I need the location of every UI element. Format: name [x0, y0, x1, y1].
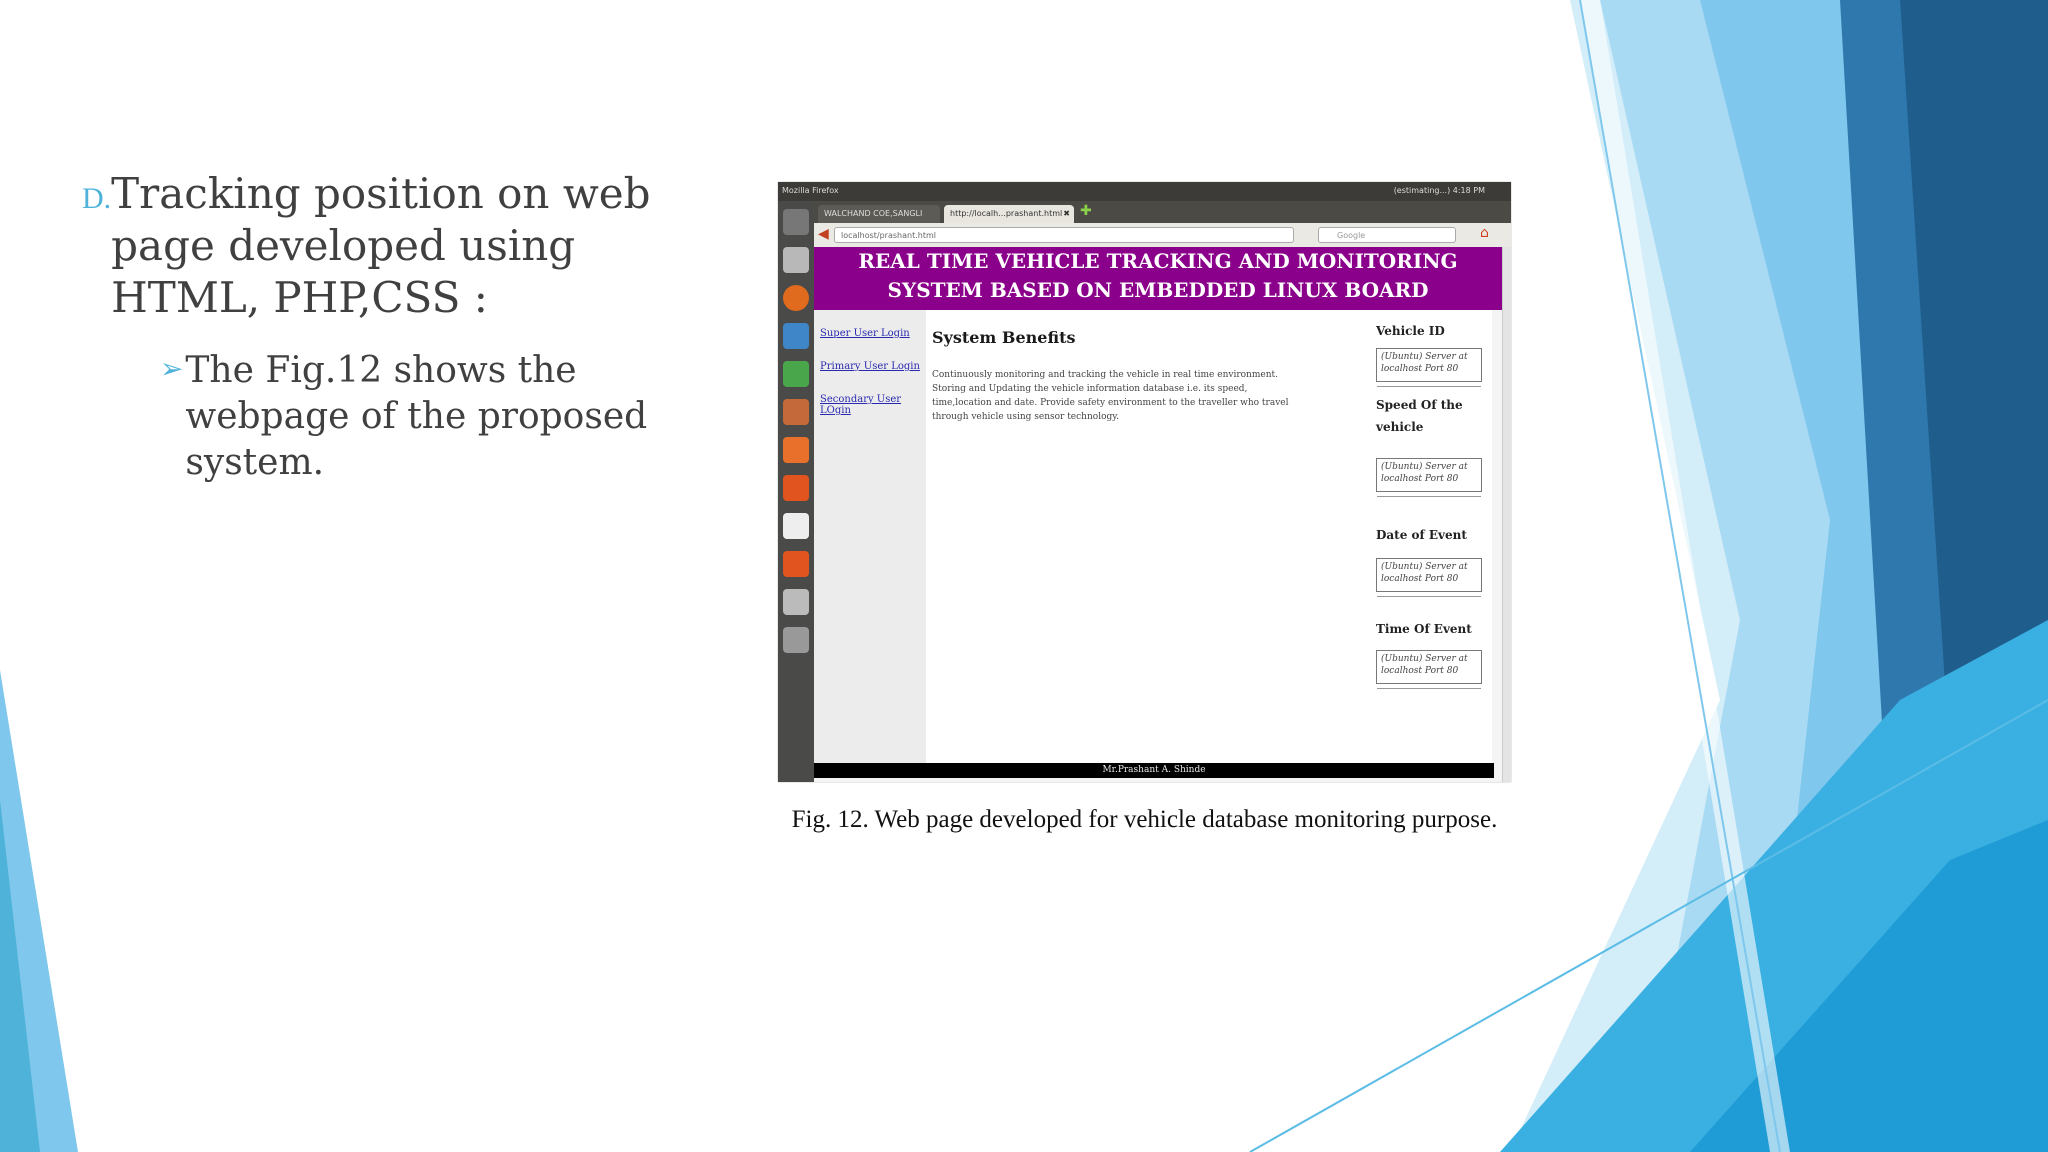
heading-row [82, 168, 722, 324]
back-icon[interactable]: ◀ [818, 226, 829, 242]
launcher-bar [778, 201, 814, 782]
ubuntu-one-music-icon[interactable] [783, 551, 809, 577]
heading-marker: D. [82, 182, 112, 215]
workspaces-icon[interactable] [783, 627, 809, 653]
home-icon[interactable]: ⌂ [1480, 225, 1489, 241]
date-label: Date of Event [1376, 528, 1467, 542]
ubuntu-one-icon[interactable] [783, 475, 809, 501]
login-nav [814, 310, 926, 763]
section-title: System Benefits [932, 328, 1076, 347]
banner-title: REAL TIME VEHICLE TRACKING AND MONITORING SYSTEM BASED ON EMBEDDED LINUX BOARD [858, 249, 1458, 302]
slide-heading: Tracking position on web page developed using HTML, PHP,CSS : [111, 169, 651, 322]
vehicle-id-label: Vehicle ID [1376, 324, 1445, 338]
slide-text-block [82, 168, 722, 486]
super-user-login-link[interactable]: Super User Login [820, 328, 910, 339]
writer-icon[interactable] [783, 323, 809, 349]
page-footer: Mr.Prashant A. Shinde [814, 763, 1494, 778]
time-field[interactable]: (Ubuntu) Server at localhost Port 80 [1376, 650, 1482, 684]
date-field[interactable]: (Ubuntu) Server at localhost Port 80 [1376, 558, 1482, 592]
section-body: Continuously monitoring and tracking the vehicle in real time environment. Storing and Updating the vehicle information database i.e. its speed, time,location and date. Provide safety environment to the traveller who travel through vehicle using sensor technology. [932, 370, 1289, 422]
bullet-row [160, 348, 722, 486]
speed-label: Speed Of the vehicle [1376, 398, 1463, 434]
time-label: Time Of Event [1376, 622, 1472, 636]
app-name: Mozilla Firefox [782, 186, 839, 195]
search-input[interactable]: Google [1318, 227, 1456, 243]
close-icon[interactable]: ✖ [1063, 209, 1070, 218]
new-tab-icon[interactable]: ✚ [1080, 203, 1092, 219]
web-page [814, 247, 1502, 782]
browser-tab-bar [814, 201, 1511, 223]
browser-nav-bar [814, 223, 1511, 248]
page-banner [814, 247, 1502, 310]
page-scrollbar[interactable] [1502, 247, 1511, 782]
secondary-user-login-link[interactable]: Secondary User LOgin [820, 394, 902, 416]
amazon-icon[interactable] [783, 513, 809, 539]
figure-caption: Fig. 12. Web page developed for vehicle database monitoring purpose. [791, 806, 1498, 833]
dash-icon[interactable] [783, 209, 809, 235]
arrow-bullet-icon: ➢ [160, 354, 184, 385]
bullet-text: The Fig.12 shows the webpage of the proposed system. [185, 350, 648, 483]
software-center-icon[interactable] [783, 437, 809, 463]
tab-walchand[interactable]: WALCHAND COE,SANGLI [818, 205, 940, 223]
firefox-icon[interactable] [783, 285, 809, 311]
speed-field[interactable]: (Ubuntu) Server at localhost Port 80 [1376, 458, 1482, 492]
vehicle-id-field[interactable]: (Ubuntu) Server at localhost Port 80 [1376, 348, 1482, 382]
primary-user-login-link[interactable]: Primary User Login [820, 361, 920, 372]
impress-icon[interactable] [783, 399, 809, 425]
vehicle-fields [1372, 310, 1492, 763]
embedded-screenshot [778, 182, 1511, 782]
tab-label: http://localh...prashant.html [950, 209, 1063, 218]
system-indicators: (estimating...) 4:18 PM [1393, 186, 1485, 195]
system-top-bar [778, 182, 1511, 201]
settings-icon[interactable] [783, 589, 809, 615]
url-input[interactable]: localhost/prashant.html [834, 227, 1294, 243]
tab-prashant[interactable] [944, 205, 1074, 223]
calc-icon[interactable] [783, 361, 809, 387]
main-content [926, 310, 1372, 763]
files-icon[interactable] [783, 247, 809, 273]
